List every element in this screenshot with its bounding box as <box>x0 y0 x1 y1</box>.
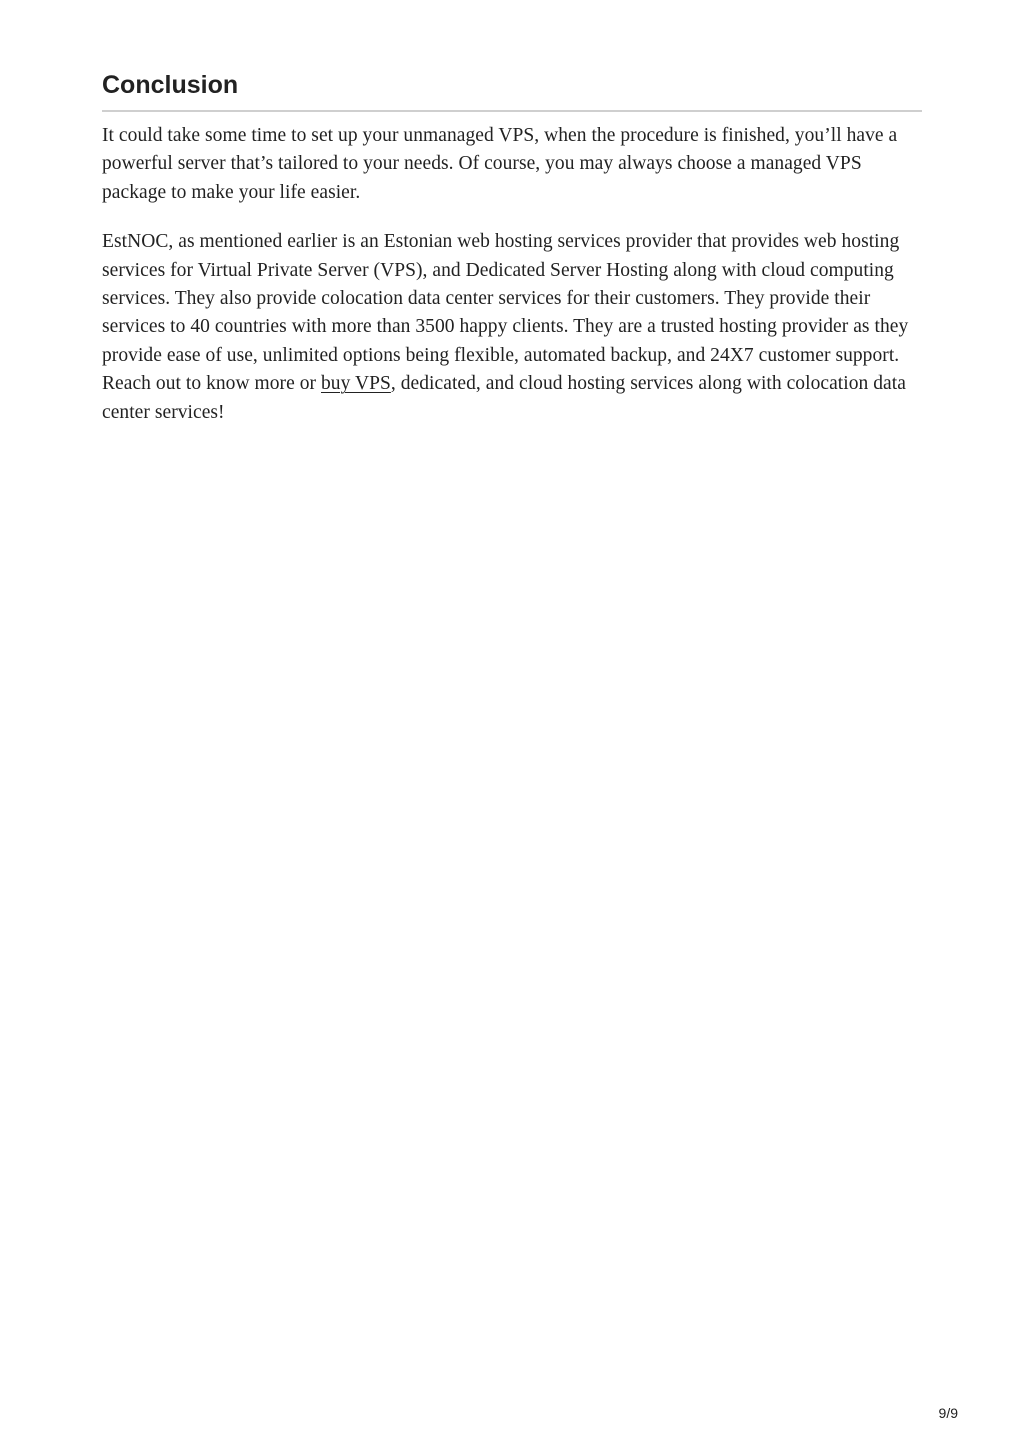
buy-vps-link[interactable]: buy VPS <box>321 373 391 395</box>
conclusion-paragraph-1: It could take some time to set up your unmanaged VPS, when the procedure is finished, you’ll have a powerful server that’s tailored to your needs. Of course, you may always choose a managed VPS package to make your life easier. <box>102 125 898 203</box>
paragraph-2-text-end: , dedicated, and cloud hosting services along with colocation data center services! <box>102 373 906 423</box>
paragraph-2-text-start: EstNOC, as mentioned earlier is an Estonian web hosting services provider that provides web hosting services for Virtual Private Server (VPS), and Dedicated Server Hosting along with cloud computing services. They also provide colocation data center services for their customers. They provide their services to 40 countries with more than 3500 happy clients. They are a trusted hosting provider as they provide ease of use, unlimited options being flexible, automated backup, and 24X7 customer support. Reach out to know more or <box>102 231 909 395</box>
conclusion-paragraph-2 <box>102 228 922 427</box>
page-number: 9/9 <box>938 1405 958 1421</box>
document-page <box>102 68 922 427</box>
section-heading: Conclusion <box>102 68 922 112</box>
